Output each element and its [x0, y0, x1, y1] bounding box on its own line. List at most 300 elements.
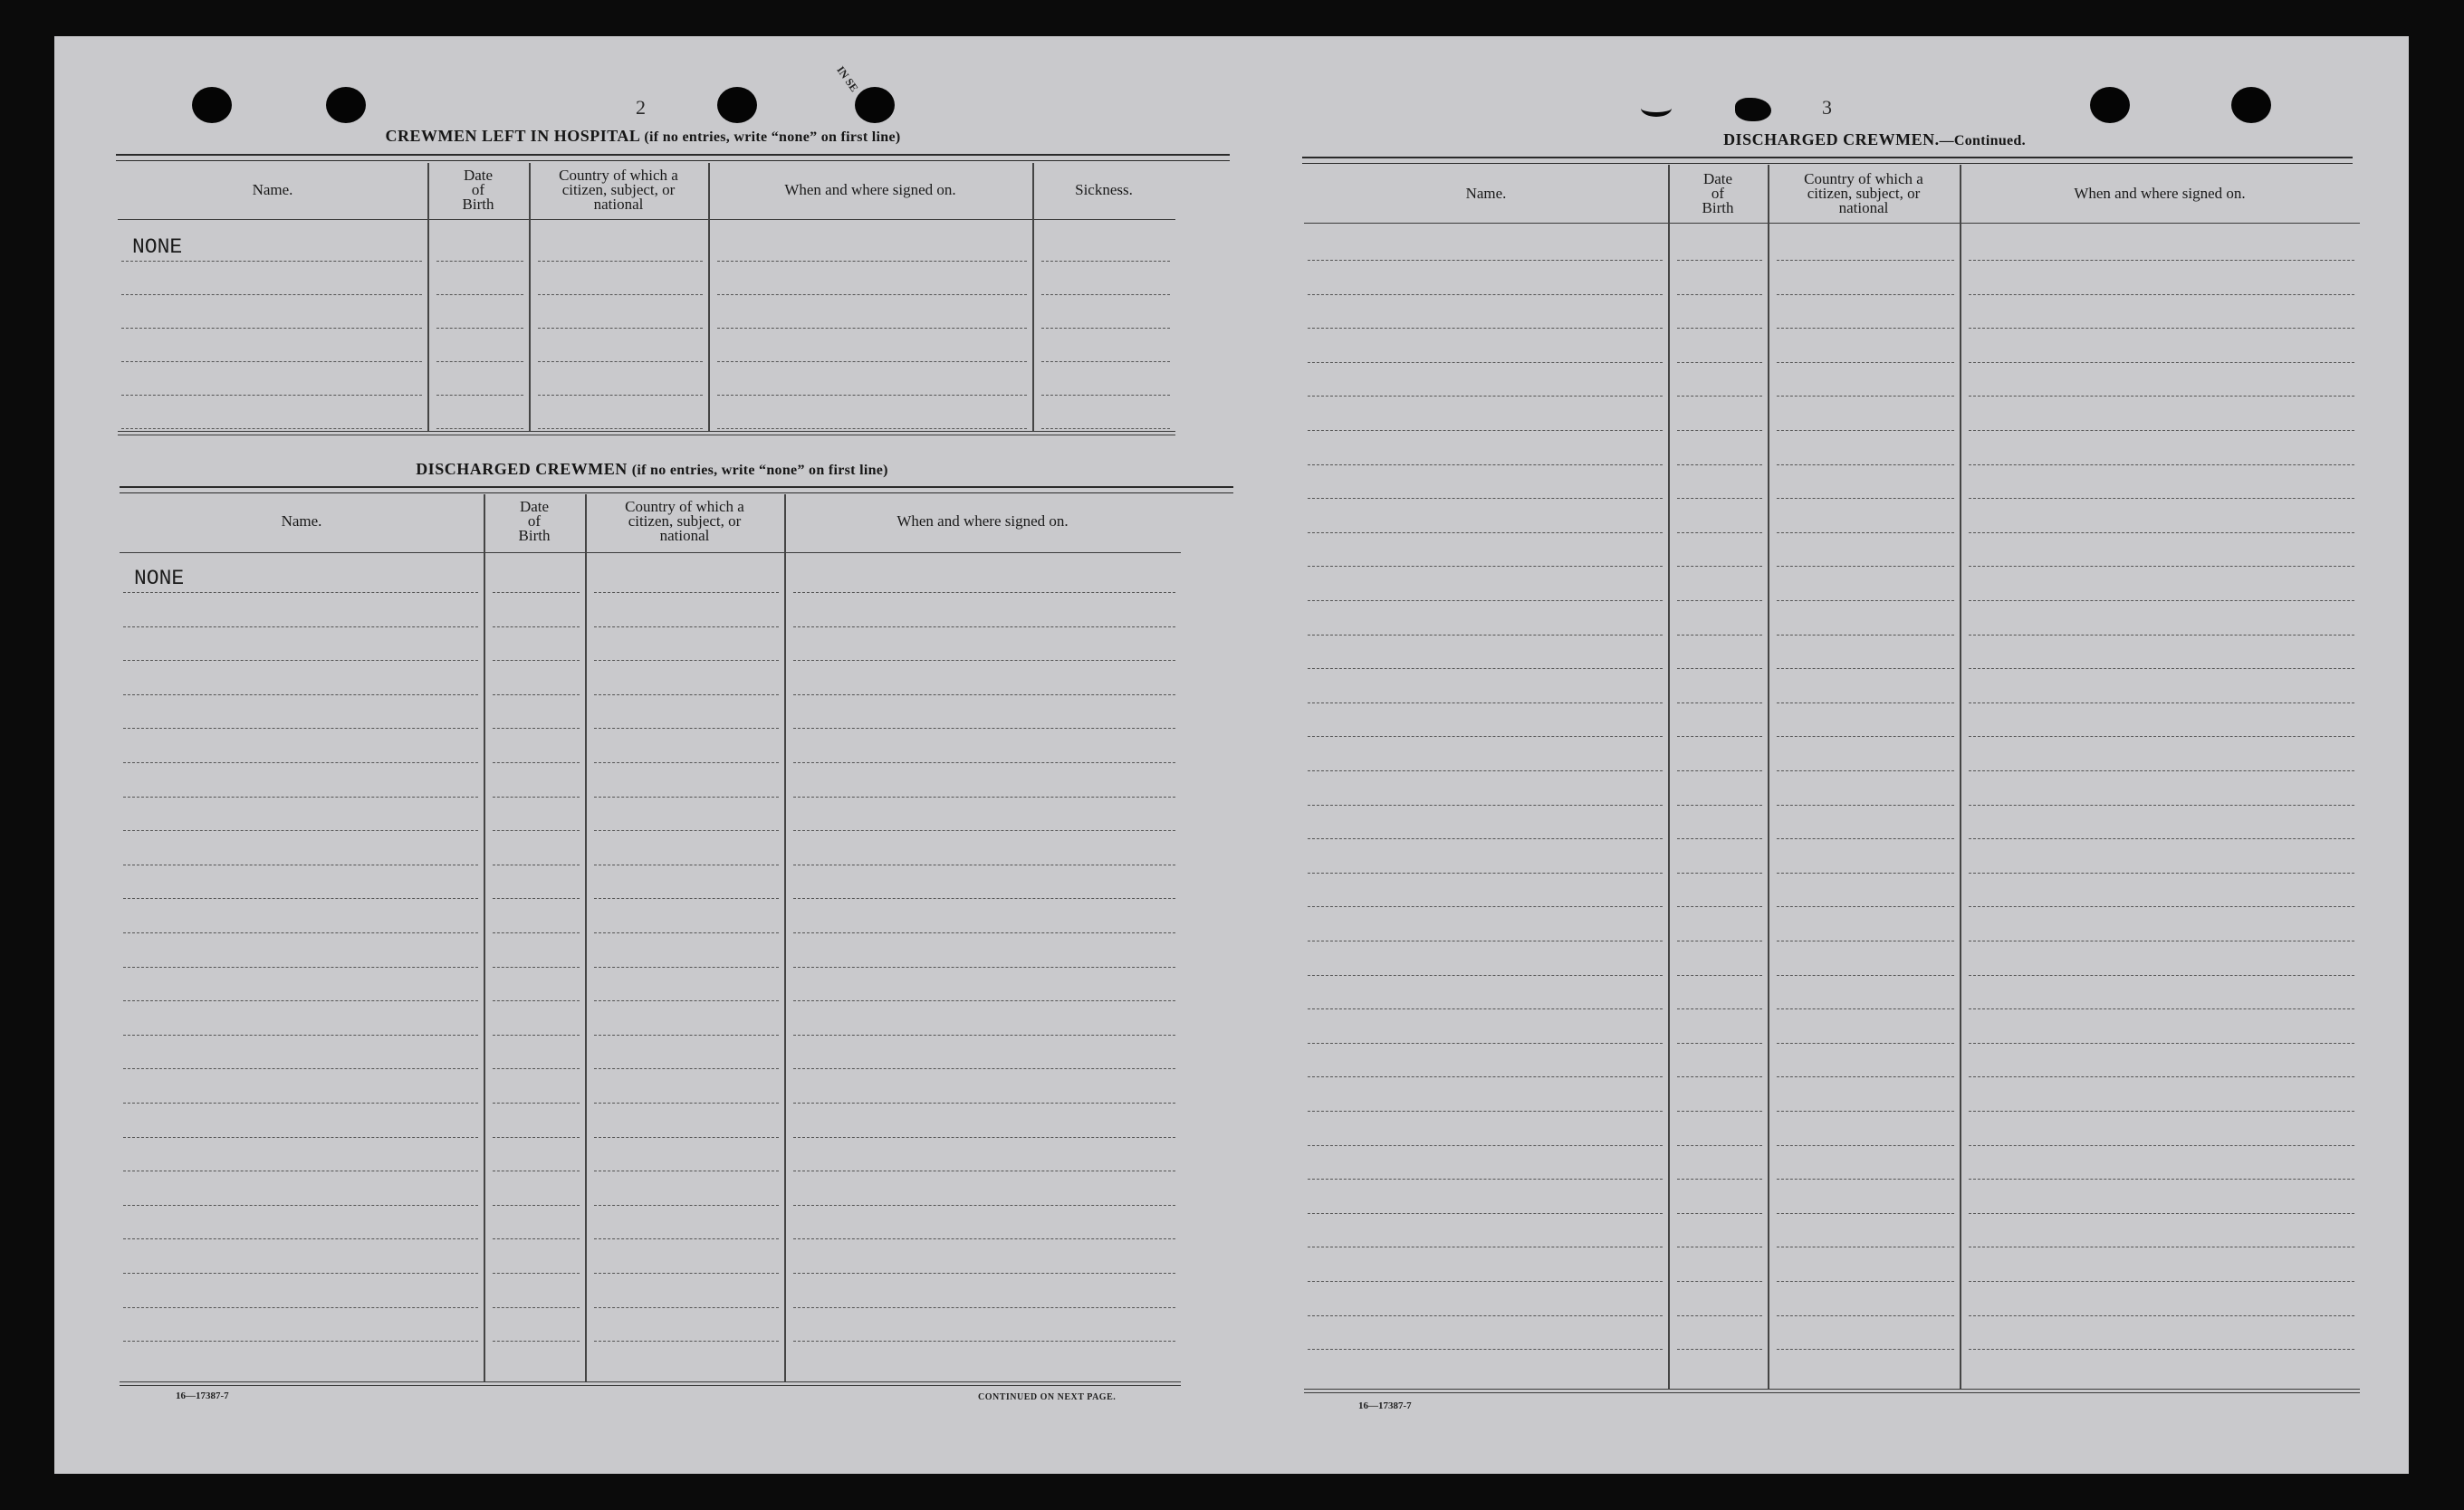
column-header: Country of which a citizen, subject, or national	[1804, 170, 1923, 216]
entry-line	[793, 1103, 1175, 1104]
continued-top-rule	[1302, 157, 2353, 164]
entry-line	[1677, 532, 1762, 533]
entry-line	[1777, 702, 1954, 703]
entry-line	[1777, 260, 1954, 261]
entry-line	[123, 1238, 478, 1239]
entry-line	[123, 1035, 478, 1036]
entry-line	[493, 728, 580, 729]
entry-line	[1969, 1179, 2354, 1180]
hospital-section-title	[118, 127, 1168, 146]
entry-line	[594, 1307, 779, 1308]
entry-line	[1677, 294, 1762, 295]
entry-line	[594, 1238, 779, 1239]
entry-line	[1308, 1076, 1663, 1077]
first-entry: NONE	[132, 235, 183, 259]
entry-line	[121, 361, 422, 362]
entry-line	[1308, 873, 1663, 874]
entry-line	[493, 694, 580, 695]
entry-line	[1308, 1145, 1663, 1146]
entry-line	[1777, 566, 1954, 567]
entry-line	[493, 830, 580, 831]
entry-line	[123, 660, 478, 661]
entry-line	[123, 728, 478, 729]
column-header: When and where signed on.	[2074, 185, 2246, 202]
entry-line	[1677, 566, 1762, 567]
entry-line	[1308, 1349, 1663, 1350]
entry-line	[123, 1341, 478, 1342]
entry-line	[121, 395, 422, 396]
entry-line	[1969, 498, 2354, 499]
entry-line	[793, 932, 1175, 933]
entry-line	[493, 1238, 580, 1239]
entry-line	[594, 1035, 779, 1036]
entry-line	[1308, 362, 1663, 363]
column-header: Country of which a citizen, subject, or national	[625, 498, 744, 544]
entry-line	[123, 1068, 478, 1069]
entry-line	[793, 1341, 1175, 1342]
entry-line	[1969, 1315, 2354, 1316]
entry-line	[1777, 906, 1954, 907]
header-rule	[1304, 223, 2360, 224]
entry-line	[594, 762, 779, 763]
entry-line	[1777, 396, 1954, 397]
entry-line	[121, 294, 422, 295]
form-code: 16—17387-7	[176, 1391, 229, 1401]
continued-title-suffix: —Continued.	[1939, 133, 2026, 148]
entry-line	[1969, 430, 2354, 431]
entry-line	[123, 592, 478, 593]
entry-line	[717, 395, 1027, 396]
entry-line	[123, 1205, 478, 1206]
entry-line	[1308, 1213, 1663, 1214]
right-page	[1232, 36, 2409, 1474]
entry-line	[1308, 1111, 1663, 1112]
entry-line	[123, 1103, 478, 1104]
entry-line	[1777, 1008, 1954, 1009]
entry-line	[123, 762, 478, 763]
entry-line	[493, 1137, 580, 1138]
continued-section-title	[1603, 130, 2146, 149]
entry-line	[1677, 668, 1762, 669]
entry-line	[1677, 600, 1762, 601]
entry-line	[1777, 328, 1954, 329]
entry-line	[594, 626, 779, 627]
entry-line	[1041, 428, 1170, 429]
entry-line	[1777, 1281, 1954, 1282]
entry-line	[1969, 838, 2354, 839]
table-bottom-rule	[1304, 1392, 2360, 1393]
entry-line	[1777, 1145, 1954, 1146]
entry-line	[1308, 532, 1663, 533]
entry-line	[493, 1035, 580, 1036]
entry-line	[1969, 668, 2354, 669]
entry-line	[793, 1238, 1175, 1239]
entry-line	[493, 1068, 580, 1069]
entry-line	[1308, 328, 1663, 329]
entry-line	[1777, 1349, 1954, 1350]
entry-line	[793, 592, 1175, 593]
entry-line	[1677, 1043, 1762, 1044]
entry-line	[1677, 1179, 1762, 1180]
entry-line	[1677, 328, 1762, 329]
entry-line	[793, 898, 1175, 899]
entry-line	[1777, 464, 1954, 465]
discharged-title-instruction: (if no entries, write “none” on first line)	[631, 463, 888, 478]
entry-line	[1308, 1043, 1663, 1044]
entry-line	[1308, 635, 1663, 636]
entry-line	[1677, 1008, 1762, 1009]
entry-line	[1677, 1349, 1762, 1350]
column-divider	[784, 494, 786, 1381]
entry-line	[1308, 396, 1663, 397]
entry-line	[1308, 838, 1663, 839]
entry-line	[1677, 838, 1762, 839]
entry-line	[1308, 1315, 1663, 1316]
column-divider	[1032, 163, 1034, 431]
entry-line	[436, 395, 523, 396]
entry-line	[594, 932, 779, 933]
column-header: Date of Birth	[518, 498, 551, 544]
entry-line	[538, 361, 703, 362]
column-header: Sickness.	[1075, 181, 1133, 198]
column-divider	[1960, 165, 1961, 1389]
entry-line	[123, 898, 478, 899]
entry-line	[1969, 464, 2354, 465]
column-header: Name.	[281, 512, 322, 530]
entry-line	[1777, 362, 1954, 363]
entry-line	[1777, 1213, 1954, 1214]
entry-line	[717, 294, 1027, 295]
entry-line	[1677, 430, 1762, 431]
document-sheet	[54, 36, 2409, 1474]
entry-line	[436, 261, 523, 262]
entry-line	[1041, 395, 1170, 396]
entry-line	[1969, 873, 2354, 874]
entry-line	[793, 830, 1175, 831]
entry-line	[1308, 1008, 1663, 1009]
column-header: Name.	[252, 181, 293, 198]
entry-line	[1677, 260, 1762, 261]
entry-line	[1308, 770, 1663, 771]
entry-line	[1777, 770, 1954, 771]
entry-line	[717, 328, 1027, 329]
entry-line	[1308, 498, 1663, 499]
entry-line	[1969, 396, 2354, 397]
header-rule	[120, 552, 1181, 553]
entry-line	[1677, 1315, 1762, 1316]
column-divider	[484, 494, 485, 1381]
continued-title-main: DISCHARGED CREWMEN.	[1723, 130, 1940, 148]
entry-line	[1777, 668, 1954, 669]
entry-line	[1677, 635, 1762, 636]
entry-line	[1677, 1145, 1762, 1146]
column-header: Name.	[1465, 185, 1507, 202]
entry-line	[493, 932, 580, 933]
entry-line	[121, 428, 422, 429]
punch-hole	[717, 87, 757, 123]
entry-line	[793, 1205, 1175, 1206]
entry-line	[493, 592, 580, 593]
entry-line	[793, 967, 1175, 968]
entry-line	[793, 626, 1175, 627]
header-rule	[118, 219, 1175, 220]
entry-line	[1677, 1213, 1762, 1214]
entry-line	[1677, 975, 1762, 976]
entry-line	[793, 694, 1175, 695]
entry-line	[1777, 600, 1954, 601]
entry-line	[594, 694, 779, 695]
entry-line	[493, 1273, 580, 1274]
entry-line	[717, 261, 1027, 262]
entry-line	[1308, 805, 1663, 806]
column-divider	[529, 163, 531, 431]
entry-line	[594, 967, 779, 968]
entry-line	[538, 328, 703, 329]
entry-line	[1677, 396, 1762, 397]
first-entry: NONE	[134, 567, 185, 590]
entry-line	[1969, 1076, 2354, 1077]
entry-line	[1777, 1043, 1954, 1044]
entry-line	[1969, 736, 2354, 737]
entry-line	[436, 428, 523, 429]
entry-line	[594, 728, 779, 729]
entry-line	[1777, 498, 1954, 499]
entry-line	[121, 261, 422, 262]
table-bottom-rule	[120, 1385, 1181, 1386]
entry-line	[436, 294, 523, 295]
punch-hole-partial	[1641, 100, 1672, 117]
entry-line	[793, 1035, 1175, 1036]
entry-line	[1677, 736, 1762, 737]
entry-line	[1308, 1281, 1663, 1282]
entry-line	[1969, 362, 2354, 363]
entry-line	[123, 967, 478, 968]
entry-line	[1308, 430, 1663, 431]
entry-line	[123, 694, 478, 695]
entry-line	[594, 797, 779, 798]
entry-line	[493, 660, 580, 661]
entry-line	[1969, 566, 2354, 567]
entry-line	[493, 1205, 580, 1206]
entry-line	[121, 328, 422, 329]
entry-line	[1041, 261, 1170, 262]
entry-line	[1777, 736, 1954, 737]
entry-line	[594, 1273, 779, 1274]
entry-line	[1969, 1008, 2354, 1009]
entry-line	[493, 626, 580, 627]
entry-line	[1677, 362, 1762, 363]
entry-line	[1677, 1281, 1762, 1282]
column-header: Date of Birth	[1702, 170, 1734, 216]
entry-line	[493, 967, 580, 968]
page-number: 3	[1822, 96, 1832, 119]
punch-hole	[326, 87, 366, 123]
entry-line	[123, 1000, 478, 1001]
entry-line	[1969, 1281, 2354, 1282]
entry-line	[1777, 1179, 1954, 1180]
entry-line	[436, 328, 523, 329]
discharged-section-title	[136, 460, 1168, 479]
entry-line	[1677, 906, 1762, 907]
entry-line	[793, 762, 1175, 763]
punch-hole	[2090, 87, 2130, 123]
hospital-title-instruction: (if no entries, write “none” on first line)	[644, 129, 901, 145]
hospital-top-rule	[116, 154, 1230, 161]
entry-line	[594, 660, 779, 661]
entry-line	[1969, 1145, 2354, 1146]
entry-line	[594, 1000, 779, 1001]
entry-line	[594, 1137, 779, 1138]
left-page	[54, 36, 1232, 1474]
entry-line	[123, 1273, 478, 1274]
page-number: 2	[636, 96, 646, 119]
entry-line	[1777, 805, 1954, 806]
entry-line	[493, 1103, 580, 1104]
entry-line	[793, 1307, 1175, 1308]
column-divider	[585, 494, 587, 1381]
entry-line	[1969, 906, 2354, 907]
entry-line	[123, 626, 478, 627]
entry-line	[1969, 1111, 2354, 1112]
entry-line	[594, 830, 779, 831]
entry-line	[1677, 464, 1762, 465]
entry-line	[594, 898, 779, 899]
entry-line	[793, 1273, 1175, 1274]
entry-line	[1969, 770, 2354, 771]
entry-line	[1677, 498, 1762, 499]
entry-line	[1969, 294, 2354, 295]
column-divider	[1768, 165, 1769, 1389]
entry-line	[493, 1341, 580, 1342]
entry-line	[1969, 1213, 2354, 1214]
entry-line	[1969, 600, 2354, 601]
entry-line	[538, 261, 703, 262]
entry-line	[538, 395, 703, 396]
entry-line	[1308, 906, 1663, 907]
entry-line	[1969, 1043, 2354, 1044]
entry-line	[1308, 668, 1663, 669]
entry-line	[1777, 294, 1954, 295]
entry-line	[1041, 361, 1170, 362]
discharged-title-main: DISCHARGED CREWMEN	[416, 460, 628, 478]
column-header: When and where signed on.	[896, 512, 1069, 530]
entry-line	[493, 762, 580, 763]
entry-line	[1777, 532, 1954, 533]
entry-line	[1308, 464, 1663, 465]
column-header: Country of which a citizen, subject, or national	[559, 167, 678, 213]
entry-line	[123, 932, 478, 933]
column-divider	[427, 163, 429, 431]
entry-line	[1308, 260, 1663, 261]
entry-line	[1677, 1111, 1762, 1112]
punch-hole	[2231, 87, 2271, 123]
entry-line	[493, 1000, 580, 1001]
entry-line	[1777, 1315, 1954, 1316]
entry-line	[594, 1068, 779, 1069]
entry-line	[1308, 294, 1663, 295]
entry-line	[1969, 702, 2354, 703]
punch-hole	[1735, 98, 1771, 121]
table-bottom-rule	[1304, 1389, 2360, 1390]
punch-hole	[192, 87, 232, 123]
column-header: When and where signed on.	[784, 181, 956, 198]
entry-line	[538, 294, 703, 295]
entry-line	[436, 361, 523, 362]
entry-line	[1308, 600, 1663, 601]
entry-line	[594, 592, 779, 593]
table-bottom-rule	[118, 431, 1175, 432]
column-header: Date of Birth	[462, 167, 494, 213]
entry-line	[1777, 873, 1954, 874]
entry-line	[493, 898, 580, 899]
entry-line	[1969, 975, 2354, 976]
entry-line	[123, 830, 478, 831]
entry-line	[493, 1307, 580, 1308]
entry-line	[1777, 1111, 1954, 1112]
entry-line	[793, 1137, 1175, 1138]
column-divider	[1668, 165, 1670, 1389]
entry-line	[793, 660, 1175, 661]
entry-line	[793, 1068, 1175, 1069]
entry-line	[1308, 566, 1663, 567]
entry-line	[1041, 328, 1170, 329]
entry-line	[1677, 805, 1762, 806]
entry-line	[1969, 260, 2354, 261]
entry-line	[493, 797, 580, 798]
entry-line	[1677, 770, 1762, 771]
entry-line	[793, 797, 1175, 798]
entry-line	[1308, 736, 1663, 737]
entry-line	[1308, 1179, 1663, 1180]
continued-note: CONTINUED ON NEXT PAGE.	[978, 1392, 1117, 1402]
entry-line	[594, 1205, 779, 1206]
entry-line	[538, 428, 703, 429]
entry-line	[1777, 975, 1954, 976]
entry-line	[594, 1341, 779, 1342]
entry-line	[123, 797, 478, 798]
hospital-title-main: CREWMEN LEFT IN HOSPITAL	[385, 127, 640, 145]
entry-line	[123, 1307, 478, 1308]
entry-line	[1677, 873, 1762, 874]
entry-line	[1969, 635, 2354, 636]
entry-line	[1777, 635, 1954, 636]
entry-line	[1969, 328, 2354, 329]
table-bottom-rule	[120, 1381, 1181, 1382]
entry-line	[1777, 430, 1954, 431]
punch-hole	[855, 87, 895, 123]
stamp-mark: IN SE	[834, 63, 861, 94]
entry-line	[1677, 1076, 1762, 1077]
entry-line	[717, 428, 1027, 429]
entry-line	[793, 728, 1175, 729]
entry-line	[717, 361, 1027, 362]
entry-line	[123, 1137, 478, 1138]
entry-line	[1969, 532, 2354, 533]
entry-line	[1041, 294, 1170, 295]
entry-line	[1969, 805, 2354, 806]
entry-line	[1677, 702, 1762, 703]
entry-line	[1308, 975, 1663, 976]
form-code: 16—17387-7	[1358, 1400, 1412, 1411]
entry-line	[1308, 702, 1663, 703]
discharged-top-rule	[120, 486, 1233, 493]
entry-line	[594, 1103, 779, 1104]
column-divider	[708, 163, 710, 431]
entry-line	[1777, 838, 1954, 839]
entry-line	[1969, 1349, 2354, 1350]
entry-line	[1777, 1076, 1954, 1077]
entry-line	[793, 1000, 1175, 1001]
